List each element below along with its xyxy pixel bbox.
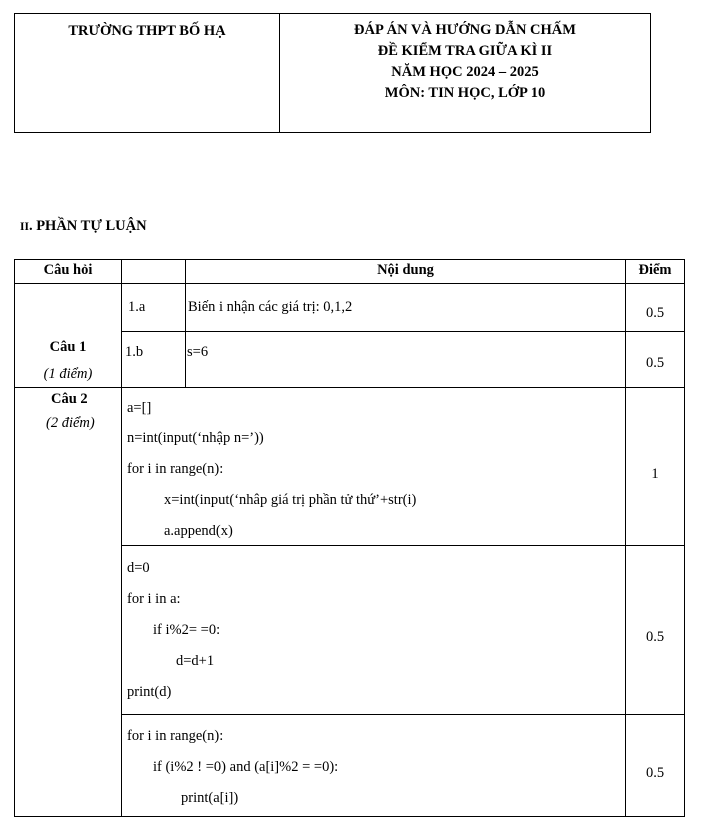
section-roman: II: [20, 221, 29, 233]
part-label: 1.a: [128, 299, 146, 315]
exam-title-line: NĂM HỌC 2024 – 2025: [391, 64, 539, 80]
exam-title-line: ĐÁP ÁN VÀ HƯỚNG DẪN CHẤM: [354, 22, 576, 38]
code-line: if i%2= =0:: [153, 622, 221, 638]
section-title: . PHẦN TỰ LUẬN: [28, 218, 147, 234]
question-1-points: (1 điểm): [43, 366, 93, 382]
column-header-question: Câu hỏi: [43, 262, 93, 278]
school-name: TRƯỜNG THPT BỐ HẠ: [68, 23, 226, 39]
score-value: 1: [651, 466, 659, 482]
code-line: d=d+1: [176, 653, 215, 669]
code-line: for i in a:: [127, 591, 181, 607]
exam-title-line: ĐỀ KIỂM TRA GIỮA KÌ II: [377, 43, 553, 59]
answer-text: s=6: [187, 344, 209, 360]
code-line: print(d): [127, 684, 172, 700]
question-2-label: Câu 2: [51, 391, 88, 407]
code-line: for i in range(n):: [127, 461, 224, 477]
score-value: 0.5: [645, 355, 665, 371]
score-value: 0.5: [645, 629, 665, 645]
column-header-score: Điểm: [638, 262, 672, 278]
exam-title-line: MÔN: TIN HỌC, LỚP 10: [384, 85, 546, 101]
question-2-points: (2 điểm): [46, 415, 95, 431]
code-line: a=[]: [127, 400, 152, 416]
score-value: 0.5: [645, 305, 665, 321]
code-line: d=0: [127, 560, 150, 576]
code-line: a.append(x): [164, 523, 233, 539]
column-header-content: Nội dung: [377, 262, 434, 278]
code-line: for i in range(n):: [127, 728, 224, 744]
code-line: n=int(input(‘nhập n=’)): [127, 430, 264, 446]
part-label: 1.b: [125, 344, 144, 360]
score-value: 0.5: [645, 765, 665, 781]
code-line: if (i%2 ! =0) and (a[i]%2 = =0):: [153, 759, 339, 775]
answer-text: Biến i nhận các giá trị: 0,1,2: [188, 299, 353, 315]
question-1-label: Câu 1: [49, 339, 87, 355]
code-line: x=int(input(‘nhâp giá trị phần tử thứ’+str(i): [164, 492, 417, 508]
code-line: print(a[i]): [181, 790, 239, 806]
